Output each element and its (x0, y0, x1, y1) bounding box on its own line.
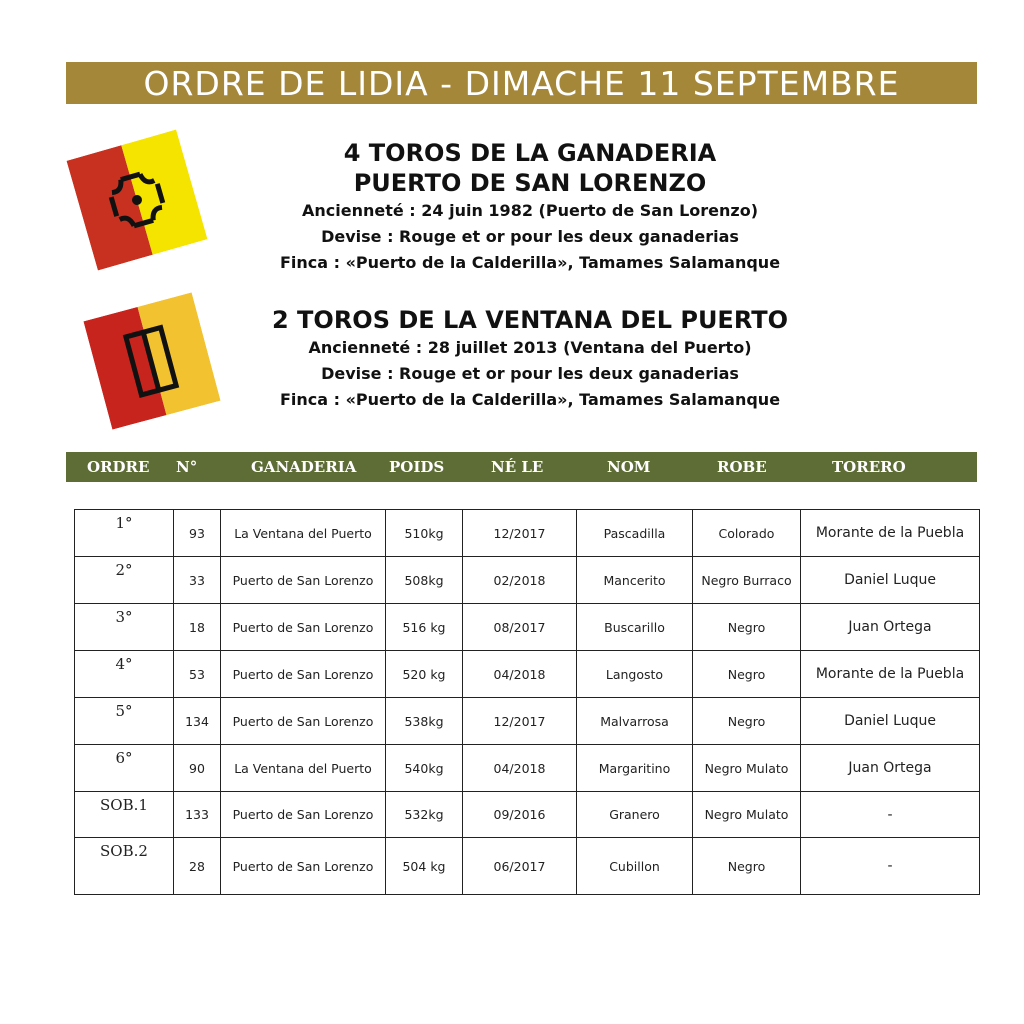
poids-cell: 520 kg (386, 651, 463, 698)
ordre-cell: 1° (75, 510, 174, 557)
torero-cell: Juan Ortega (801, 745, 980, 792)
robe-cell: Negro (693, 651, 801, 698)
lidia-order-table (74, 509, 980, 895)
numero-cell: 134 (174, 698, 221, 745)
ne-le-cell: 08/2017 (463, 604, 577, 651)
ganaderia-cell: Puerto de San Lorenzo (221, 604, 386, 651)
table-row (75, 838, 980, 895)
table-row (75, 604, 980, 651)
numero-cell: 28 (174, 838, 221, 895)
nom-cell: Mancerito (577, 557, 693, 604)
ordre-cell: SOB.2 (75, 838, 174, 895)
ganaderia-block-1 (230, 138, 830, 276)
ne-le-cell: 02/2018 (463, 557, 577, 604)
nom-cell: Margaritino (577, 745, 693, 792)
ganaderia-heading: 4 TOROS DE LA GANADERIA (343, 139, 717, 167)
numero-cell: 133 (174, 792, 221, 838)
page-title: ORDRE DE LIDIA - DIMACHE 11 SEPTEMBRE (143, 63, 900, 103)
ne-le-cell: 04/2018 (463, 745, 577, 792)
column-header-ganaderia: GANADERIA (251, 458, 357, 476)
table-row (75, 510, 980, 557)
finca-text: Finca : «Puerto de la Calderilla», Tamames Salamanque (279, 390, 781, 409)
column-header-robe: ROBE (717, 458, 767, 476)
robe-cell: Negro Burraco (693, 557, 801, 604)
poids-cell: 508kg (386, 557, 463, 604)
ne-le-cell: 12/2017 (463, 510, 577, 557)
ganaderia-cell: Puerto de San Lorenzo (221, 792, 386, 838)
window-brand-flag-icon (83, 292, 220, 429)
ordre-cell: 4° (75, 651, 174, 698)
column-header-band (66, 452, 977, 482)
ne-le-cell: 09/2016 (463, 792, 577, 838)
robe-cell: Negro Mulato (693, 792, 801, 838)
ne-le-cell: 04/2018 (463, 651, 577, 698)
numero-cell: 90 (174, 745, 221, 792)
nom-cell: Buscarillo (577, 604, 693, 651)
robe-cell: Negro Mulato (693, 745, 801, 792)
robe-cell: Negro (693, 698, 801, 745)
table-row (75, 698, 980, 745)
ganaderia-cell: La Ventana del Puerto (221, 745, 386, 792)
column-header-torero: TORERO (832, 458, 906, 476)
ordre-cell: 3° (75, 604, 174, 651)
column-header-ordre: ORDRE (87, 458, 150, 476)
nom-cell: Malvarrosa (577, 698, 693, 745)
torero-cell: Daniel Luque (801, 557, 980, 604)
anciennete-text: Ancienneté : 28 juillet 2013 (Ventana del Puerto) (308, 338, 752, 357)
ordre-cell: 2° (75, 557, 174, 604)
ganaderia-block-2 (230, 305, 830, 413)
ganaderia-heading: 2 TOROS DE LA VENTANA DEL PUERTO (271, 306, 788, 334)
ordre-cell: SOB.1 (75, 792, 174, 838)
robe-cell: Negro (693, 838, 801, 895)
table-body (75, 510, 980, 895)
ganaderia-cell: Puerto de San Lorenzo (221, 698, 386, 745)
table-row (75, 557, 980, 604)
title-banner (66, 62, 977, 104)
torero-cell: Daniel Luque (801, 698, 980, 745)
nom-cell: Cubillon (577, 838, 693, 895)
table-row (75, 792, 980, 838)
numero-cell: 33 (174, 557, 221, 604)
ganaderia-cell: La Ventana del Puerto (221, 510, 386, 557)
ganaderia-cell: Puerto de San Lorenzo (221, 838, 386, 895)
finca-text: Finca : «Puerto de la Calderilla», Tamames Salamanque (279, 253, 781, 272)
ganaderia-heading: PUERTO DE SAN LORENZO (353, 169, 707, 197)
ordre-cell: 6° (75, 745, 174, 792)
ne-le-cell: 12/2017 (463, 698, 577, 745)
ganaderia-cell: Puerto de San Lorenzo (221, 557, 386, 604)
poids-cell: 504 kg (386, 838, 463, 895)
table-row (75, 651, 980, 698)
torero-cell: - (801, 838, 980, 895)
ne-le-cell: 06/2017 (463, 838, 577, 895)
column-header-numero: N° (176, 458, 198, 476)
robe-cell: Negro (693, 604, 801, 651)
robe-cell: Colorado (693, 510, 801, 557)
numero-cell: 18 (174, 604, 221, 651)
anciennete-text: Ancienneté : 24 juin 1982 (Puerto de San Lorenzo) (302, 201, 758, 220)
torero-cell: Morante de la Puebla (801, 651, 980, 698)
torero-cell: Morante de la Puebla (801, 510, 980, 557)
ganaderia-cell: Puerto de San Lorenzo (221, 651, 386, 698)
cross-brand-flag-icon (66, 129, 207, 270)
ordre-cell: 5° (75, 698, 174, 745)
nom-cell: Langosto (577, 651, 693, 698)
poids-cell: 538kg (386, 698, 463, 745)
numero-cell: 53 (174, 651, 221, 698)
poids-cell: 540kg (386, 745, 463, 792)
nom-cell: Pascadilla (577, 510, 693, 557)
devise-text: Devise : Rouge et or pour les deux ganaderias (321, 227, 739, 246)
numero-cell: 93 (174, 510, 221, 557)
torero-cell: Juan Ortega (801, 604, 980, 651)
nom-cell: Granero (577, 792, 693, 838)
table-row (75, 745, 980, 792)
poids-cell: 516 kg (386, 604, 463, 651)
column-header-poids: POIDS (389, 458, 445, 476)
column-header-ne-le: NÉ LE (491, 458, 544, 476)
poids-cell: 510kg (386, 510, 463, 557)
torero-cell: - (801, 792, 980, 838)
column-header-nom: NOM (607, 458, 651, 476)
devise-text: Devise : Rouge et or pour les deux ganaderias (321, 364, 739, 383)
poids-cell: 532kg (386, 792, 463, 838)
